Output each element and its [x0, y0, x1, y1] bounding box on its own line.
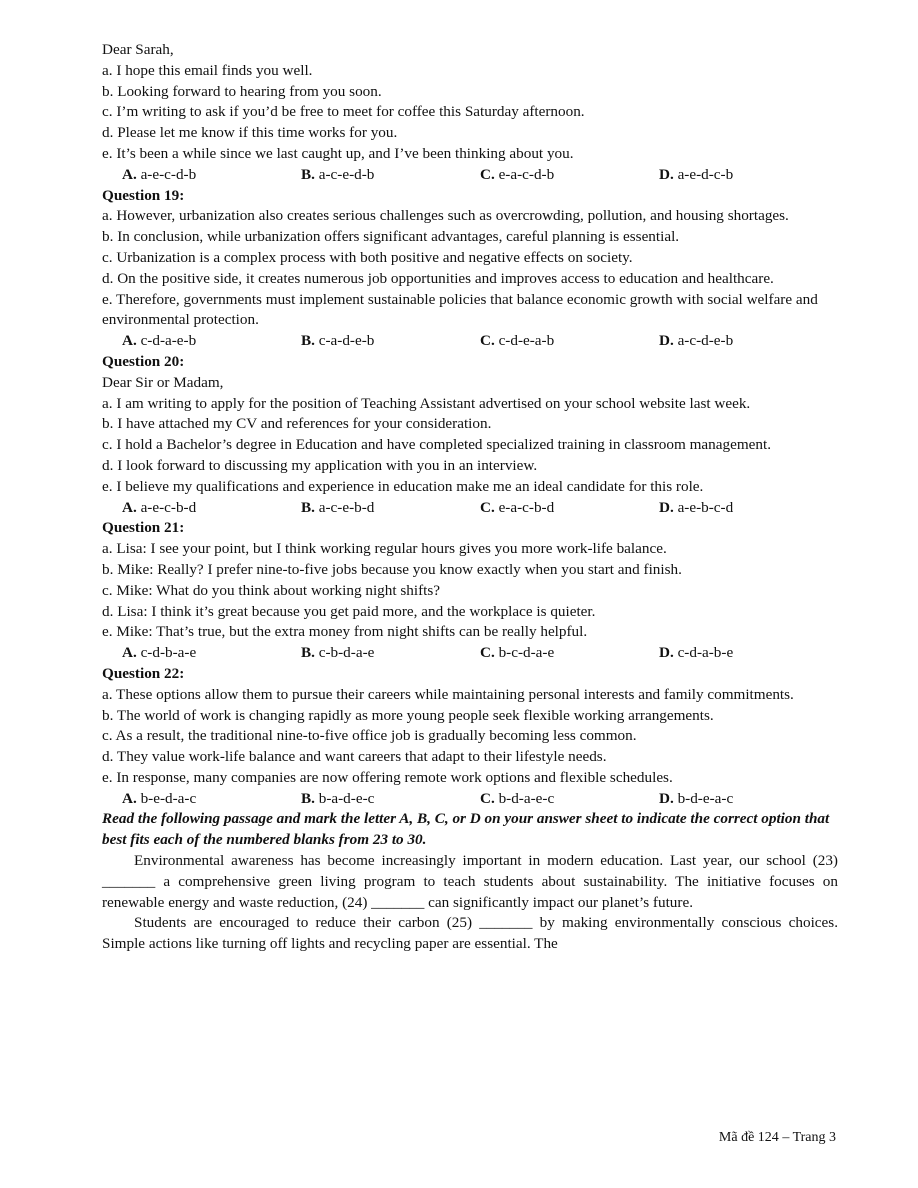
option-letter: D. — [659, 644, 674, 662]
option-text: a-e-b-c-d — [677, 498, 734, 516]
question-20 — [102, 352, 838, 518]
option-a[interactable] — [122, 498, 301, 519]
question-title: Question 22: — [102, 664, 185, 682]
option-letter: D. — [659, 165, 674, 183]
option-letter: B. — [301, 498, 315, 516]
option-text: a-c-d-e-b — [677, 332, 734, 350]
option-a[interactable] — [122, 331, 301, 352]
sentence-e: e. Mike: That’s true, but the extra money from night shifts can be really helpful. — [102, 623, 588, 641]
option-letter: C. — [480, 644, 495, 662]
option-letter: A. — [122, 789, 137, 807]
option-letter: C. — [480, 498, 495, 516]
question-title: Question 20: — [102, 352, 185, 370]
page-footer — [719, 1128, 836, 1149]
option-letter: D. — [659, 332, 674, 350]
option-b[interactable] — [301, 789, 480, 810]
question-18 — [102, 40, 838, 186]
option-letter: D. — [659, 498, 674, 516]
sentence-e: e. In response, many companies are now offering remote work options and flexible schedules. — [102, 768, 673, 786]
sentence-a: a. However, urbanization also creates serious challenges such as overcrowding, pollution, and housing shortages. — [102, 207, 789, 225]
question-title: Question 19: — [102, 186, 185, 204]
question-19 — [102, 186, 838, 352]
page-number: Trang 3 — [792, 1130, 836, 1145]
option-a[interactable] — [122, 643, 301, 664]
option-b[interactable] — [301, 165, 480, 186]
sentence-c: c. I hold a Bachelor’s degree in Education and have completed specialized training in classroom management. — [102, 436, 771, 454]
option-d[interactable] — [659, 789, 733, 810]
option-c[interactable] — [480, 331, 659, 352]
option-text: a-e-c-d-b — [140, 165, 197, 183]
option-text: b-d-e-a-c — [677, 789, 734, 807]
sentence-c: c. Mike: What do you think about working night shifts? — [102, 581, 441, 599]
option-letter: B. — [301, 165, 315, 183]
footer-separator: – — [778, 1130, 793, 1145]
option-a[interactable] — [122, 789, 301, 810]
option-text: b-e-d-a-c — [140, 789, 197, 807]
option-letter: B. — [301, 332, 315, 350]
option-letter: C. — [480, 165, 495, 183]
option-c[interactable] — [480, 165, 659, 186]
option-text: c-d-a-e-b — [140, 332, 197, 350]
option-text: a-c-e-b-d — [318, 498, 375, 516]
option-a[interactable] — [122, 165, 301, 186]
option-text: e-a-c-d-b — [498, 165, 555, 183]
sentence-c: c. I’m writing to ask if you’d be free to meet for coffee this Saturday afternoon. — [102, 103, 585, 121]
option-d[interactable] — [659, 165, 733, 186]
option-letter: B. — [301, 644, 315, 662]
option-text: b-d-a-e-c — [498, 789, 555, 807]
option-text: b-c-d-a-e — [498, 644, 555, 662]
sentence-b: b. Mike: Really? I prefer nine-to-five jobs because you know exactly when you start and finish. — [102, 560, 682, 578]
sentence-e: e. Therefore, governments must implement sustainable policies that balance economic growth with social welfare and environmental protection. — [102, 290, 818, 329]
sentence-e: e. I believe my qualifications and experience in education make me an ideal candidate for this role. — [102, 477, 704, 495]
question-21 — [102, 518, 838, 664]
passage-paragraph-2: Students are encouraged to reduce their carbon (25) _______ by making environmentally conscious choices. Simple actions like turning off lights and recycling paper are essential. The — [102, 914, 838, 953]
option-c[interactable] — [480, 498, 659, 519]
cloze-passage-section — [102, 809, 838, 955]
option-letter: C. — [480, 332, 495, 350]
sentence-c: c. Urbanization is a complex process with both positive and negative effects on society. — [102, 248, 633, 266]
option-c[interactable] — [480, 643, 659, 664]
letter-greeting: Dear Sir or Madam, — [102, 373, 224, 391]
option-d[interactable] — [659, 331, 733, 352]
passage-instruction: Read the following passage and mark the letter A, B, C, or D on your answer sheet to indicate the correct option that best fits each of the numbered blanks from 23 to 30. — [102, 810, 830, 849]
option-text: b-a-d-e-c — [318, 789, 375, 807]
sentence-d: d. Lisa: I think it’s great because you get paid more, and the workplace is quieter. — [102, 602, 596, 620]
option-text: c-d-e-a-b — [498, 332, 555, 350]
exam-code: Mã đề 124 — [718, 1130, 779, 1145]
option-text: a-e-d-c-b — [677, 165, 734, 183]
option-letter: A. — [122, 165, 137, 183]
sentence-e: e. It’s been a while since we last caught up, and I’ve been thinking about you. — [102, 144, 574, 162]
question-title: Question 21: — [102, 519, 185, 537]
option-text: c-d-b-a-e — [140, 644, 197, 662]
sentence-d: d. They value work-life balance and want careers that adapt to their lifestyle needs. — [102, 748, 607, 766]
passage-paragraph-1: Environmental awareness has become increasingly important in modern education. Last year, our school (23) _______ a comprehensive green living program to teach students about sustainability. The initiative focuses on renewable energy and waste reduction, (24) _______ can significantly impact our planet’s future. — [102, 852, 838, 911]
option-b[interactable] — [301, 498, 480, 519]
option-text: c-b-d-a-e — [318, 644, 375, 662]
option-b[interactable] — [301, 331, 480, 352]
exam-page — [102, 40, 838, 955]
sentence-a: a. I am writing to apply for the position of Teaching Assistant advertised on your school website last week. — [102, 394, 751, 412]
option-text: a-c-e-d-b — [318, 165, 375, 183]
option-d[interactable] — [659, 498, 733, 519]
answer-options — [102, 498, 838, 519]
answer-options — [102, 643, 838, 664]
sentence-a: a. I hope this email finds you well. — [102, 61, 313, 79]
option-c[interactable] — [480, 789, 659, 810]
answer-options — [102, 789, 838, 810]
option-d[interactable] — [659, 643, 733, 664]
option-letter: A. — [122, 332, 137, 350]
option-text: e-a-c-b-d — [498, 498, 555, 516]
option-letter: C. — [480, 789, 495, 807]
option-b[interactable] — [301, 643, 480, 664]
letter-greeting: Dear Sarah, — [102, 41, 174, 58]
sentence-d: d. Please let me know if this time works for you. — [102, 124, 398, 142]
sentence-d: d. On the positive side, it creates numerous job opportunities and improves access to education and healthcare. — [102, 269, 774, 287]
answer-options — [102, 165, 838, 186]
sentence-a: a. Lisa: I see your point, but I think working regular hours gives you more work-life balance. — [102, 540, 667, 558]
option-letter: D. — [659, 789, 674, 807]
sentence-b: b. I have attached my CV and references for your consideration. — [102, 415, 492, 433]
option-letter: A. — [122, 498, 137, 516]
option-text: c-d-a-b-e — [677, 644, 734, 662]
sentence-b: b. In conclusion, while urbanization offers significant advantages, careful planning is essential. — [102, 228, 680, 246]
sentence-b: b. Looking forward to hearing from you soon. — [102, 82, 382, 100]
sentence-c: c. As a result, the traditional nine-to-five office job is gradually becoming less common. — [102, 727, 637, 745]
question-22 — [102, 664, 838, 810]
answer-options — [102, 331, 838, 352]
sentence-b: b. The world of work is changing rapidly as more young people seek flexible working arrangements. — [102, 706, 714, 724]
option-text: c-a-d-e-b — [318, 332, 375, 350]
sentence-d: d. I look forward to discussing my application with you in an interview. — [102, 456, 538, 474]
option-text: a-e-c-b-d — [140, 498, 197, 516]
option-letter: A. — [122, 644, 137, 662]
option-letter: B. — [301, 789, 315, 807]
sentence-a: a. These options allow them to pursue their careers while maintaining personal interests and family commitments. — [102, 685, 794, 703]
